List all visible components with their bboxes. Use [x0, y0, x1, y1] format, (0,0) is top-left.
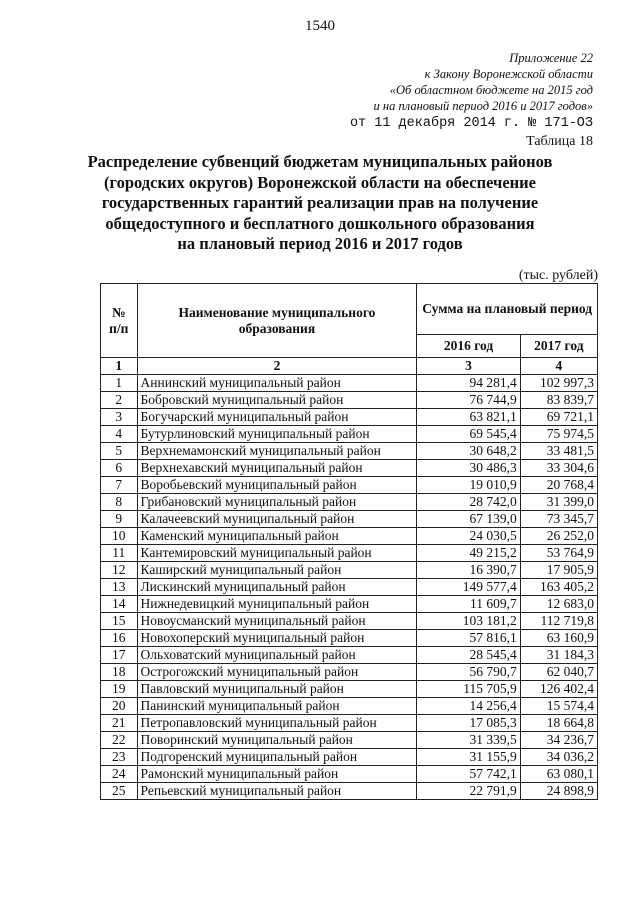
row-value-2017: 112 719,8: [520, 613, 597, 630]
row-index: 2: [101, 392, 138, 409]
row-district-name: Аннинский муниципальный район: [137, 375, 417, 392]
row-value-2017: 62 040,7: [520, 664, 597, 681]
row-district-name: Каширский муниципальный район: [137, 562, 417, 579]
row-value-2017: 75 974,5: [520, 426, 597, 443]
row-index: 21: [101, 715, 138, 732]
title-line-5: на плановый период 2016 и 2017 годов: [177, 234, 463, 253]
row-value-2017: 18 664,8: [520, 715, 597, 732]
row-value-2017: 63 160,9: [520, 630, 597, 647]
row-value-2017: 33 481,5: [520, 443, 597, 460]
row-index: 25: [101, 783, 138, 800]
row-value-2016: 63 821,1: [417, 409, 520, 426]
table-row: [101, 511, 598, 528]
row-value-2017: 26 252,0: [520, 528, 597, 545]
table-row: [101, 460, 598, 477]
row-value-2017: 126 402,4: [520, 681, 597, 698]
row-district-name: Богучарский муниципальный район: [137, 409, 417, 426]
row-district-name: Репьевский муниципальный район: [137, 783, 417, 800]
row-district-name: Каменский муниципальный район: [137, 528, 417, 545]
row-index: 20: [101, 698, 138, 715]
row-index: 3: [101, 409, 138, 426]
table-row: [101, 375, 598, 392]
row-value-2016: 57 816,1: [417, 630, 520, 647]
row-district-name: Павловский муниципальный район: [137, 681, 417, 698]
row-index: 23: [101, 749, 138, 766]
row-district-name: Ольховатский муниципальный район: [137, 647, 417, 664]
row-district-name: Поворинский муниципальный район: [137, 732, 417, 749]
table-row: [101, 647, 598, 664]
row-value-2017: 15 574,4: [520, 698, 597, 715]
row-value-2016: 14 256,4: [417, 698, 520, 715]
column-number: 2: [137, 358, 417, 375]
title-line-2: (городских округов) Воронежской области на обеспечение: [104, 172, 536, 192]
row-index: 6: [101, 460, 138, 477]
row-value-2016: 24 030,5: [417, 528, 520, 545]
table-body: [101, 358, 598, 800]
row-district-name: Петропавловский муниципальный район: [137, 715, 417, 732]
row-value-2017: 83 839,7: [520, 392, 597, 409]
row-district-name: Верхнехавский муниципальный район: [137, 460, 417, 477]
row-value-2016: 67 139,0: [417, 511, 520, 528]
row-district-name: Кантемировский муниципальный район: [137, 545, 417, 562]
table-row: [101, 562, 598, 579]
table-row: [101, 664, 598, 681]
title-line-4: общедоступного и бесплатного дошкольного образования: [105, 213, 535, 233]
row-district-name: Бобровский муниципальный район: [137, 392, 417, 409]
appendix-line-3: «Об областном бюджете на 2015 год: [389, 83, 593, 97]
law-date: от 11 декабря 2014 г. № 171-ОЗ: [349, 116, 593, 131]
row-district-name: Подгоренский муниципальный район: [137, 749, 417, 766]
row-index: 24: [101, 766, 138, 783]
row-index: 8: [101, 494, 138, 511]
row-district-name: Рамонский муниципальный район: [137, 766, 417, 783]
row-index: 9: [101, 511, 138, 528]
row-value-2017: 53 764,9: [520, 545, 597, 562]
appendix-header: [350, 50, 593, 151]
row-index: 17: [101, 647, 138, 664]
table-row: [101, 630, 598, 647]
table-row: [101, 494, 598, 511]
subventions-table: [100, 283, 598, 800]
row-district-name: Острогожский муниципальный район: [137, 664, 417, 681]
table-row: [101, 715, 598, 732]
row-value-2016: 69 545,4: [417, 426, 520, 443]
row-index: 5: [101, 443, 138, 460]
row-value-2016: 22 791,9: [417, 783, 520, 800]
row-value-2016: 16 390,7: [417, 562, 520, 579]
row-value-2017: 34 236,7: [520, 732, 597, 749]
table-row: [101, 681, 598, 698]
row-value-2017: 24 898,9: [520, 783, 597, 800]
table-row: [101, 596, 598, 613]
table-row: [101, 477, 598, 494]
appendix-line-2: к Закону Воронежской области: [424, 67, 593, 81]
row-district-name: Панинский муниципальный район: [137, 698, 417, 715]
row-value-2016: 57 742,1: [417, 766, 520, 783]
row-district-name: Бутурлиновский муниципальный район: [137, 426, 417, 443]
header-2016: 2016 год: [417, 335, 520, 358]
column-number: 3: [417, 358, 520, 375]
table-row: [101, 749, 598, 766]
row-index: 7: [101, 477, 138, 494]
row-value-2016: 28 742,0: [417, 494, 520, 511]
row-index: 12: [101, 562, 138, 579]
row-value-2016: 19 010,9: [417, 477, 520, 494]
appendix-line-1: Приложение 22: [509, 51, 593, 65]
row-value-2017: 73 345,7: [520, 511, 597, 528]
table-row: [101, 426, 598, 443]
row-index: 22: [101, 732, 138, 749]
header-index-line-2: п/п: [109, 320, 129, 336]
table-row: [101, 579, 598, 596]
title-line-3: государственных гарантий реализации прав на получение: [101, 193, 539, 212]
row-value-2016: 31 155,9: [417, 749, 520, 766]
table-row: [101, 545, 598, 562]
row-value-2016: 30 486,3: [417, 460, 520, 477]
row-index: 19: [101, 681, 138, 698]
row-district-name: Лискинский муниципальный район: [137, 579, 417, 596]
row-value-2017: 17 905,9: [520, 562, 597, 579]
units-label: (тыс. рублей): [518, 268, 598, 283]
row-district-name: Новохоперский муниципальный район: [137, 630, 417, 647]
row-value-2016: 76 744,9: [417, 392, 520, 409]
header-name: Наименование муниципального образования: [137, 284, 417, 358]
row-value-2016: 56 790,7: [417, 664, 520, 681]
table-row: [101, 392, 598, 409]
row-value-2016: 17 085,3: [417, 715, 520, 732]
row-district-name: Верхнемамонский муниципальный район: [137, 443, 417, 460]
row-value-2017: 69 721,1: [520, 409, 597, 426]
header-index-line-1: №: [111, 304, 126, 320]
header-sum: Сумма на плановый период: [417, 284, 598, 335]
row-value-2016: 149 577,4: [417, 579, 520, 596]
table-row: [101, 528, 598, 545]
row-district-name: Калачеевский муниципальный район: [137, 511, 417, 528]
table-row: [101, 766, 598, 783]
row-value-2016: 115 705,9: [417, 681, 520, 698]
row-index: 4: [101, 426, 138, 443]
row-value-2016: 49 215,2: [417, 545, 520, 562]
row-index: 10: [101, 528, 138, 545]
page-number: 1540: [305, 18, 335, 34]
title-line-1: Распределение субвенций бюджетам муниципальных районов: [87, 152, 553, 171]
row-value-2017: 63 080,1: [520, 766, 597, 783]
header-2017: 2017 год: [520, 335, 597, 358]
table-number: Таблица 18: [526, 134, 593, 149]
row-value-2017: 12 683,0: [520, 596, 597, 613]
row-value-2017: 20 768,4: [520, 477, 597, 494]
row-district-name: Воробьевский муниципальный район: [137, 477, 417, 494]
document-title: [0, 152, 640, 255]
row-value-2017: 31 184,3: [520, 647, 597, 664]
table-row: [101, 732, 598, 749]
row-value-2017: 34 036,2: [520, 749, 597, 766]
row-index: 11: [101, 545, 138, 562]
header-index: [101, 284, 138, 358]
table-row: [101, 613, 598, 630]
row-value-2017: 31 399,0: [520, 494, 597, 511]
column-numbering-row: [101, 358, 598, 375]
row-index: 18: [101, 664, 138, 681]
row-index: 1: [101, 375, 138, 392]
table-row: [101, 698, 598, 715]
table-row: [101, 409, 598, 426]
row-value-2017: 163 405,2: [520, 579, 597, 596]
row-index: 13: [101, 579, 138, 596]
row-index: 16: [101, 630, 138, 647]
column-number: 1: [101, 358, 138, 375]
row-value-2016: 30 648,2: [417, 443, 520, 460]
row-value-2016: 94 281,4: [417, 375, 520, 392]
row-value-2016: 11 609,7: [417, 596, 520, 613]
row-district-name: Нижнедевицкий муниципальный район: [137, 596, 417, 613]
row-value-2016: 28 545,4: [417, 647, 520, 664]
table-row: [101, 443, 598, 460]
row-district-name: Новоусманский муниципальный район: [137, 613, 417, 630]
row-value-2016: 31 339,5: [417, 732, 520, 749]
row-index: 14: [101, 596, 138, 613]
column-number: 4: [520, 358, 597, 375]
row-value-2016: 103 181,2: [417, 613, 520, 630]
row-value-2017: 102 997,3: [520, 375, 597, 392]
row-value-2017: 33 304,6: [520, 460, 597, 477]
row-index: 15: [101, 613, 138, 630]
table-row: [101, 783, 598, 800]
appendix-line-4: и на плановый период 2016 и 2017 годов»: [373, 99, 593, 113]
row-district-name: Грибановский муниципальный район: [137, 494, 417, 511]
